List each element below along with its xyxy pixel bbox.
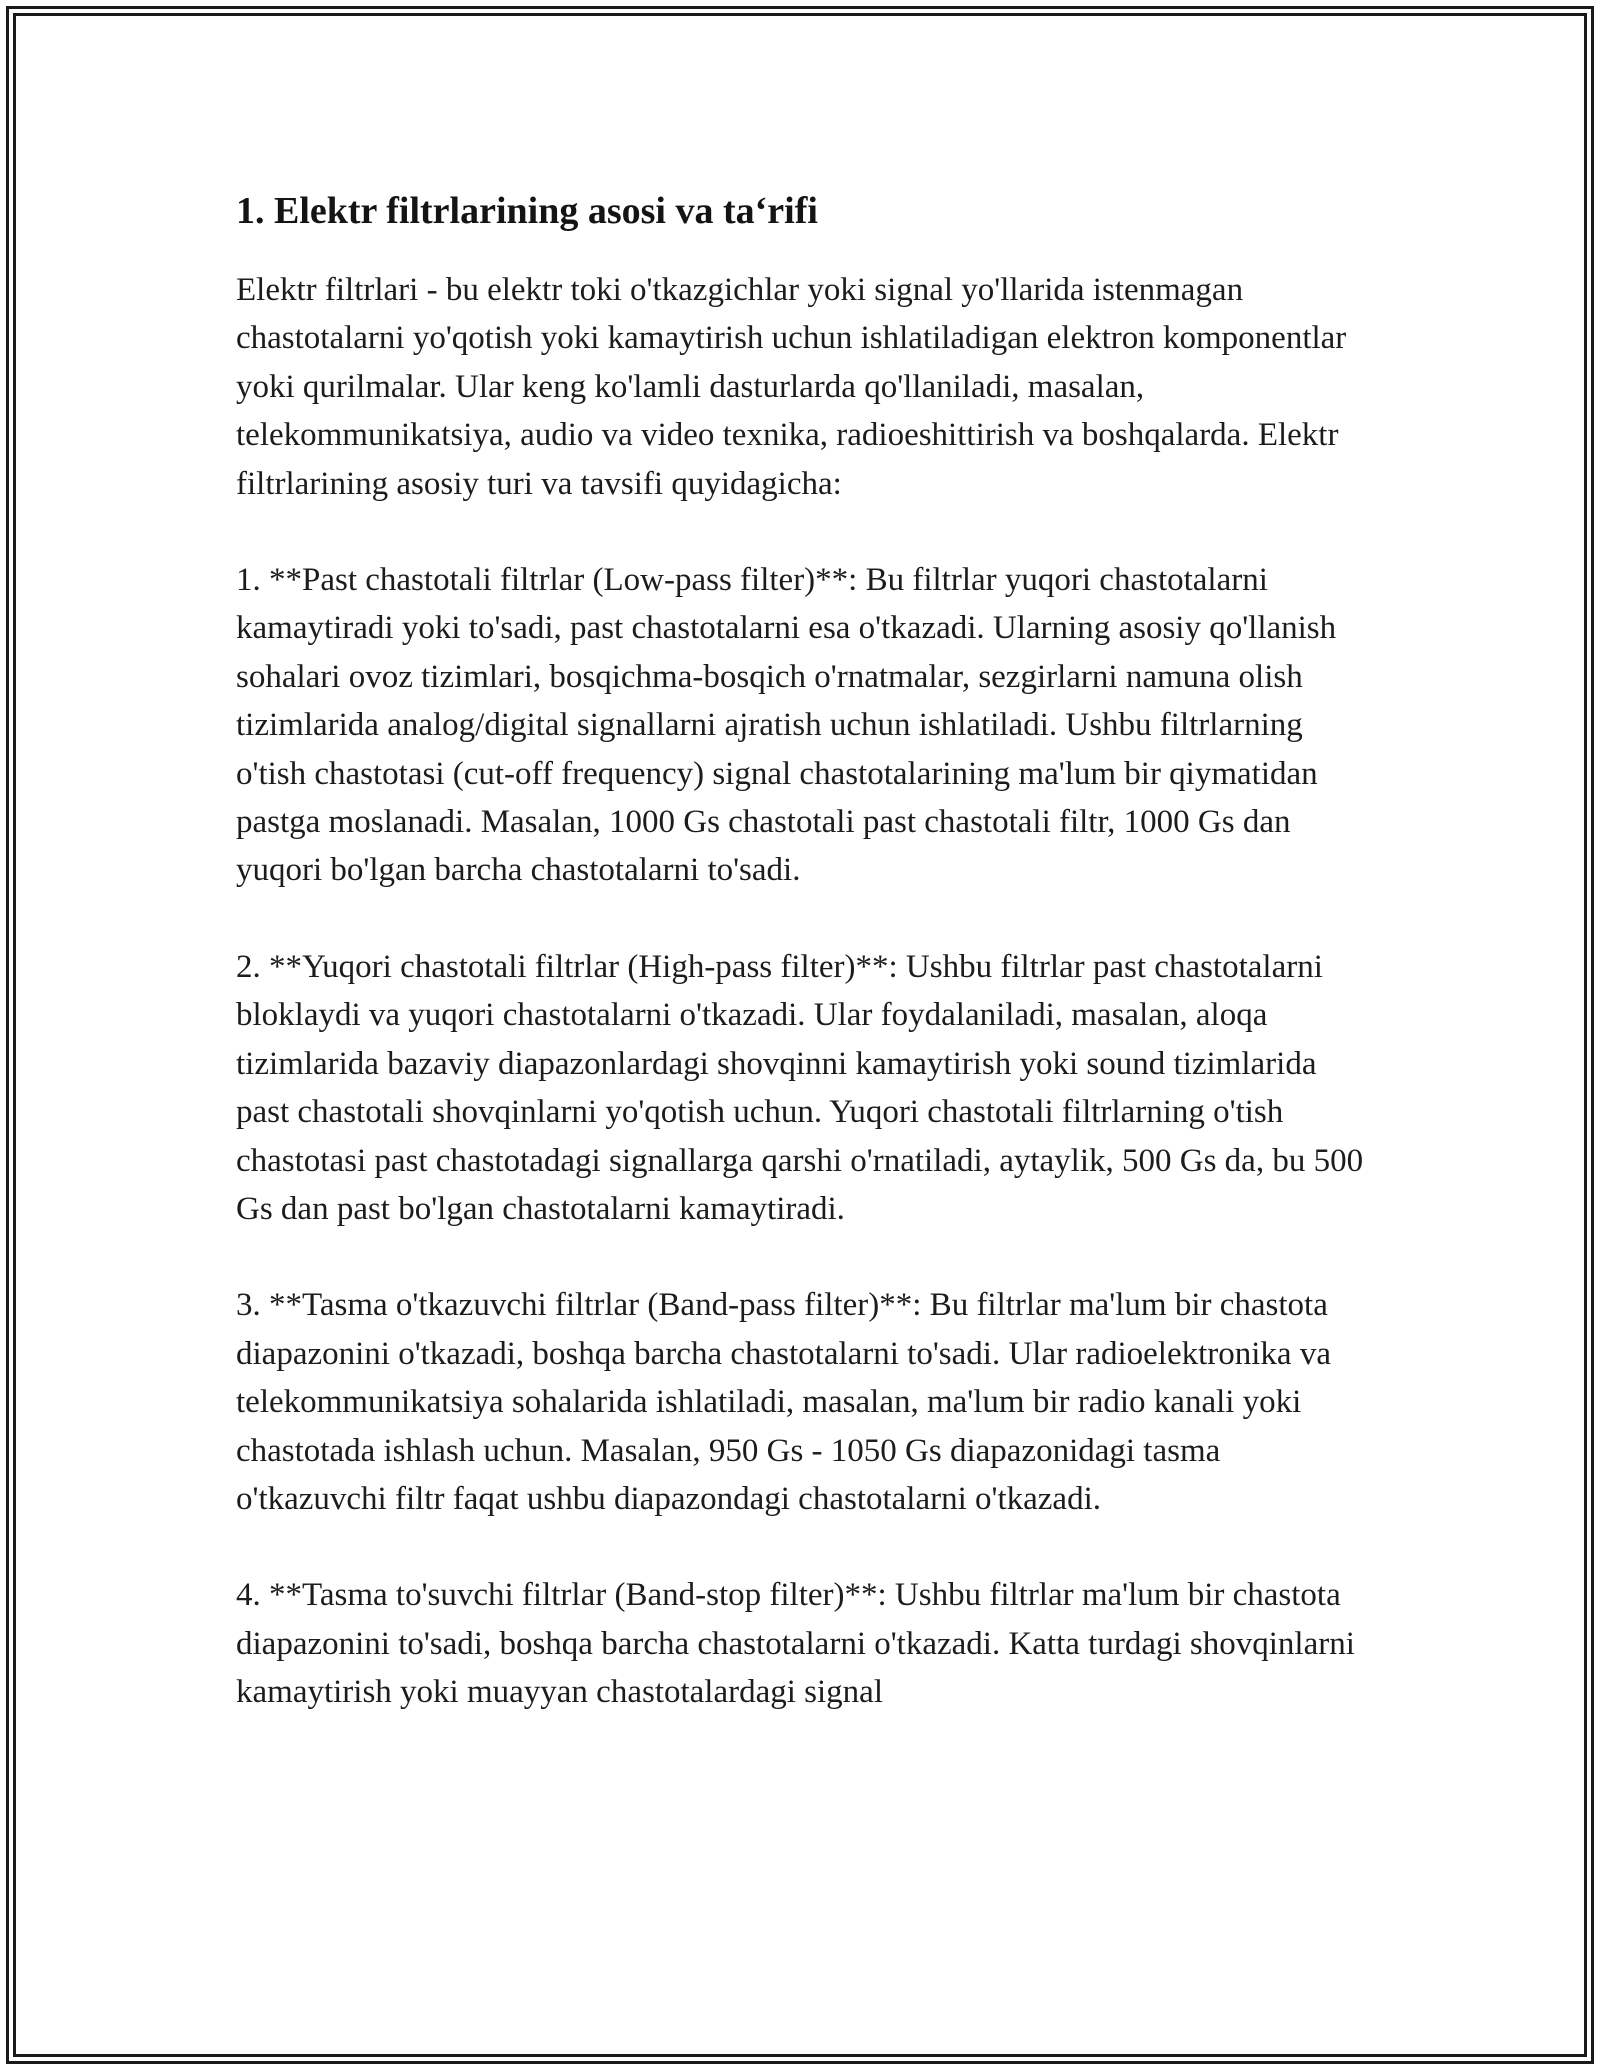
intro-paragraph: Elektr filtrlari - bu elektr toki o'tkazgichlar yoki signal yo'llarida istenmagan chastotalarni yo'qotish yoki kamaytirish uchun ishlatiladigan elektron komponentlar yoki qurilmalar. Ular keng ko'lamli dasturlarda qo'llaniladi, masalan, telekommunikatsiya, audio va video texnika, radioeshittirish va boshqalarda. Elektr filtrlarining asosiy turi va tavsifi quyidagicha: — [236, 272, 1347, 502]
band-stop-filter-paragraph: 4. **Tasma to'suvchi filtrlar (Band-stop filter)**: Ushbu filtrlar ma'lum bir chastota diapazonini to'sadi, boshqa barcha chastotalarni o'tkazadi. Katta turdagi shovqinlarni kamaytirish yoki muayyan chastotalardagi signal — [236, 1577, 1355, 1711]
high-pass-filter-paragraph: 2. **Yuqori chastotali filtrlar (High-pass filter)**: Ushbu filtrlar past chastotalarni bloklaydi va yuqori chastotalarni o'tkazadi. Ular foydalaniladi, masalan, aloqa tizimlarida bazaviy diapazonlardagi shovqinni kamaytirish yoki sound tizimlarida past chastotali shovqinlarni yo'qotish uchun. Yuqori chastotali filtrlarning o'tish chastotasi past chastotadagi signallarga qarshi o'rnatiladi, aytaylik, 500 Gs da, bu 500 Gs dan past bo'lgan chastotalarni kamaytiradi. — [236, 948, 1364, 1227]
low-pass-filter-paragraph: 1. **Past chastotali filtrlar (Low-pass filter)**: Bu filtrlar yuqori chastotalarni kamaytiradi yoki to'sadi, past chastotalarni esa o'tkazadi. Ularning asosiy qo'llanish sohalari ovoz tizimlari, bosqichma-bosqich o'rnatmalar, sezgirlarni namuna olish tizimlarida analog/digital signallarni ajratish uchun ishlatiladi. Ushbu filtrlarning o'tish chastotasi (cut-off frequency) signal chastotalarining ma'lum bir qiymatidan pastga moslanadi. Masalan, 1000 Gs chastotali past chastotali filtr, 1000 Gs dan yuqori bo'lgan barcha chastotalarni to'sadi. — [236, 562, 1337, 889]
document-title: 1. Elektr filtrlarining asosi va ta‘rifi — [236, 190, 818, 232]
band-pass-filter-paragraph: 3. **Tasma o'tkazuvchi filtrlar (Band-pass filter)**: Bu filtrlar ma'lum bir chastota diapazonini o'tkazadi, boshqa barcha chastotalarni to'sadi. Ular radioelektronika va telekommunikatsiya sohalarida ishlatiladi, masalan, ma'lum bir radio kanali yoki chastotada ishlash uchun. Masalan, 950 Gs - 1050 Gs diapazonidagi tasma o'tkazuvchi filtr faqat ushbu diapazondagi chastotalarni o'tkazadi. — [236, 1287, 1331, 1517]
document-body — [236, 186, 1366, 1717]
